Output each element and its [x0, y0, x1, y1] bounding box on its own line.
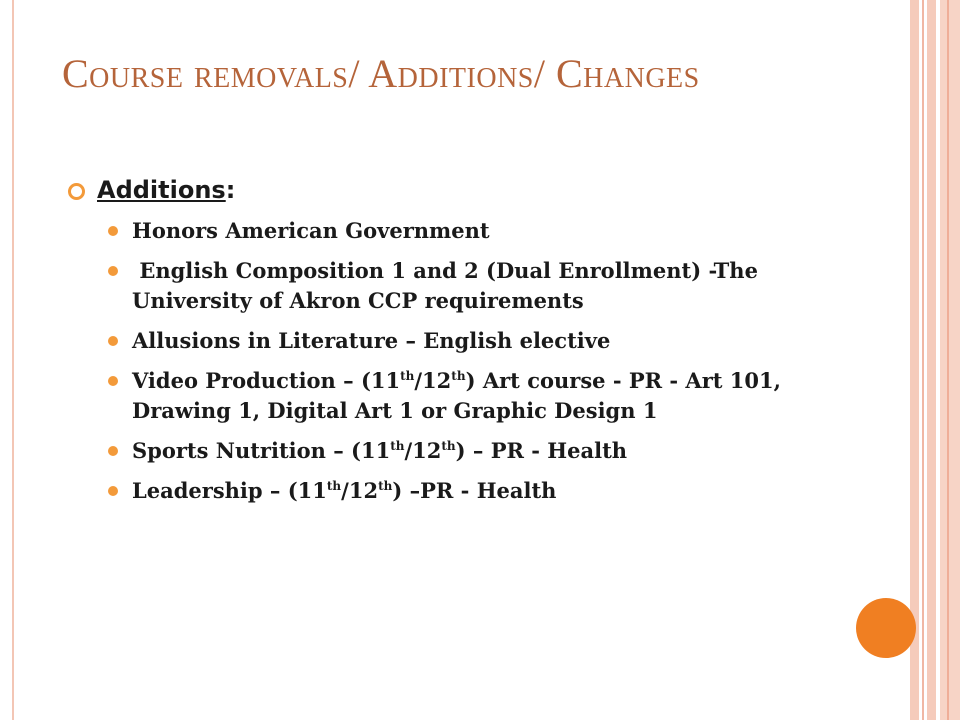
- dot-bullet-icon: [108, 376, 118, 386]
- item-text-mid: /12: [341, 478, 379, 503]
- list-item: [108, 256, 828, 316]
- orange-circle-decoration: [856, 598, 916, 658]
- stripe: [940, 0, 960, 720]
- item-text-pre: Leadership – (11: [132, 478, 327, 503]
- frame-left-line: [12, 0, 14, 720]
- section-heading: [68, 176, 828, 204]
- section-label: Additions: [97, 176, 226, 204]
- stripe: [947, 0, 949, 720]
- slide-title: Course removals/ Additions/ Changes: [62, 51, 700, 96]
- list-item: [108, 476, 828, 506]
- stripe: [927, 0, 936, 720]
- ring-bullet-icon: [68, 183, 85, 200]
- ordinal-suffix: th: [400, 369, 415, 383]
- dot-bullet-icon: [108, 446, 118, 456]
- item-text-post: ) – PR - Health: [455, 438, 628, 463]
- ordinal-suffix: th: [326, 479, 342, 493]
- item-text-post: ) –PR - Health: [392, 478, 557, 503]
- dot-bullet-icon: [108, 226, 118, 236]
- list-item: [108, 216, 828, 246]
- item-text-pre: Sports Nutrition – (11: [132, 438, 391, 463]
- item-text-mid: /12: [404, 438, 442, 463]
- additions-section: [68, 176, 828, 516]
- dot-bullet-icon: [108, 266, 118, 276]
- item-text-post: ) Art course - PR - Art 101, Drawing 1, Digital Art 1 or Graphic Design 1: [132, 368, 781, 423]
- item-text-mid: /12: [414, 368, 452, 393]
- item-text: Honors American Government: [132, 218, 490, 243]
- item-text: Allusions in Literature – English elective: [132, 328, 611, 353]
- list-item: [108, 326, 828, 356]
- item-text-pre: Video Production – (11: [132, 368, 401, 393]
- section-colon: :: [225, 176, 236, 204]
- additions-list: [68, 216, 828, 506]
- list-item: [108, 436, 828, 466]
- dot-bullet-icon: [108, 336, 118, 346]
- ordinal-suffix: th: [390, 439, 405, 453]
- stripe: [922, 0, 924, 720]
- ordinal-suffix: th: [378, 479, 393, 493]
- item-text: English Composition 1 and 2 (Dual Enrollment) -The University of Akron CCP requirements: [132, 258, 766, 313]
- decorative-stripes: [910, 0, 960, 720]
- ordinal-suffix: th: [441, 439, 456, 453]
- ordinal-suffix: th: [451, 369, 466, 383]
- list-item: [108, 366, 828, 426]
- dot-bullet-icon: [108, 486, 118, 496]
